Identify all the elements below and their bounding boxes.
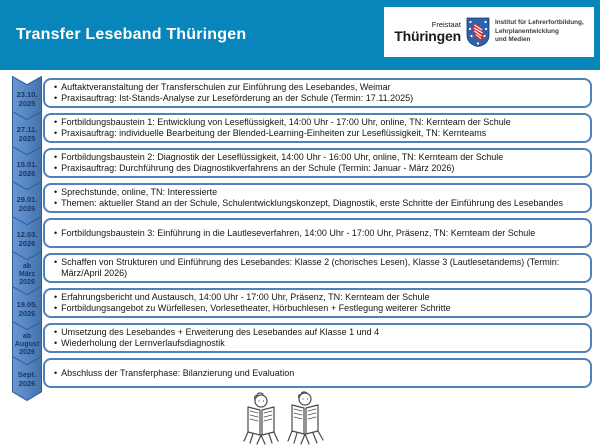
event-box <box>43 288 592 318</box>
timeline-row-9 <box>12 358 592 388</box>
timeline-row-7 <box>12 288 592 318</box>
bullet-text: • Auftaktveranstaltung der Transferschulen zur Einführung des Lesebandes, Weimar <box>61 82 391 92</box>
date-line: ab <box>22 261 32 270</box>
date-line: 2026 <box>18 168 36 178</box>
date-line: August <box>14 339 40 348</box>
bullet-text: • Praxisauftrag: Ist-Stands-Analyse zur Leseförderung an der Schule (Termin: 17.11.2025) <box>61 93 414 103</box>
event-box <box>43 113 592 143</box>
thillm-logo <box>384 7 594 57</box>
bullet-text: • Erfahrungsbericht und Austausch, 14:00 Uhr - 17:00 Uhr, Präsenz, TN: Kernteam der Schule <box>61 292 430 302</box>
bullet-text: • Themen: aktueller Stand an der Schule, Schulentwicklungskonzept, Diagnostik, erste Schritte der Einführung des Lesebandes <box>61 198 563 208</box>
date-line: 2026 <box>18 238 36 248</box>
bullet-item <box>53 368 582 379</box>
bullet-text: • Praxisauftrag: Durchführung des Diagnostikverfahrens an der Schule (Termin: Januar - März 2026) <box>61 163 455 173</box>
date-line: 2026 <box>19 277 35 286</box>
bullet-text: • Schaffen von Strukturen und Einführung des Lesebandes: Klasse 2 (chorisches Lesen), Klasse 3 (Lautlesetandems) (Termin: März/April 2026) <box>61 257 560 278</box>
date-line: Sept. <box>17 369 37 379</box>
bullet-item <box>53 292 582 303</box>
institute-line: und Medien <box>494 36 531 44</box>
institute-line: Lehrplanentwicklung <box>494 27 559 35</box>
thueringen-wordmark <box>394 21 461 44</box>
date-line: 19.05. <box>16 299 38 309</box>
date-line: 27.11. <box>16 124 38 134</box>
timeline-row-2 <box>12 113 592 143</box>
row-date <box>12 356 42 401</box>
date-line: 2026 <box>19 347 35 356</box>
bullet-item <box>53 338 582 349</box>
bullet-text: • Wiederholung der Lernverlaufsdiagnostik <box>61 338 225 348</box>
date-line: März <box>18 269 36 278</box>
bullet-item <box>53 327 582 338</box>
bullet-text: • Fortbildungsbaustein 1: Entwicklung von Leseflüssigkeit, 14:00 Uhr - 17:00 Uhr, online, TN: Kernteam der Schule <box>61 117 511 127</box>
bullet-item <box>53 93 582 104</box>
event-box <box>43 78 592 108</box>
bullet-item <box>53 303 582 314</box>
institute-name <box>495 19 584 45</box>
title-bar <box>0 0 600 70</box>
bullet-text: • Praxisauftrag: individuelle Bearbeitung der Blended-Learning-Einheiten zur Leseflüssigkeit, TN: Kernteams <box>61 128 487 138</box>
date-line: 29.01. <box>16 194 38 204</box>
timeline <box>12 78 592 393</box>
page-title: Transfer Leseband Thüringen <box>16 26 247 43</box>
date-line: 2026 <box>18 203 36 213</box>
bullet-item <box>53 163 582 174</box>
timeline-row-6 <box>12 253 592 286</box>
timeline-row-1 <box>12 78 592 108</box>
date-line: 12.03. <box>16 229 38 239</box>
bullet-item <box>53 82 582 93</box>
date-chevron-icon <box>12 356 42 401</box>
date-line: ab <box>22 331 32 340</box>
bullet-item <box>53 187 582 198</box>
thueringen-label: Thüringen <box>394 28 461 45</box>
date-line: 2026 <box>18 378 36 388</box>
bullet-item <box>53 128 582 139</box>
event-box <box>43 253 592 283</box>
bullet-text: • Fortbildungsangebot zu Würfellesen, Vorlesetheater, Hörbuchlesen + Festlegung weiterer Schritte <box>61 303 451 313</box>
timeline-row-8 <box>12 323 592 356</box>
bullet-text: • Fortbildungsbaustein 3: Einführung in die Lautleseverfahren, 14:00 Uhr - 17:00 Uhr, Präsenz, TN: Kernteam der Schule <box>61 227 536 238</box>
children-reading-illustration-icon <box>243 391 337 446</box>
bullet-item <box>53 152 582 163</box>
event-box <box>43 148 592 178</box>
timeline-row-3 <box>12 148 592 178</box>
date-line: 15.01. <box>16 159 38 169</box>
thuringia-coat-of-arms-icon <box>466 17 490 47</box>
date-line: 2025 <box>18 133 36 143</box>
event-box <box>43 218 592 248</box>
event-box <box>43 183 592 213</box>
date-line: 2026 <box>18 308 36 318</box>
freistaat-label: Freistaat <box>431 19 461 29</box>
timeline-row-4 <box>12 183 592 213</box>
bullet-text: • Sprechstunde, online, TN: Interessierte <box>61 187 218 197</box>
bullet-item <box>53 228 582 239</box>
bullet-item <box>53 257 582 279</box>
bullet-text: • Fortbildungsbaustein 2: Diagnostik der Leseflüssigkeit, 14:00 Uhr - 16:00 Uhr, online, TN: Kernteam der Schule <box>61 152 504 162</box>
event-box <box>43 323 592 353</box>
bullet-item <box>53 198 582 209</box>
event-box <box>43 358 592 388</box>
date-line: 23.10. <box>16 89 38 99</box>
timeline-row-5 <box>12 218 592 248</box>
bullet-item <box>53 117 582 128</box>
bullet-text: • Abschluss der Transferphase: Bilanzierung und Evaluation <box>61 367 295 378</box>
bullet-text: • Umsetzung des Lesebandes + Erweiterung des Lesebandes auf Klasse 1 und 4 <box>61 327 380 337</box>
institute-line: Institut für Lehrerfortbildung, <box>494 19 584 27</box>
date-line: 2025 <box>18 98 36 108</box>
